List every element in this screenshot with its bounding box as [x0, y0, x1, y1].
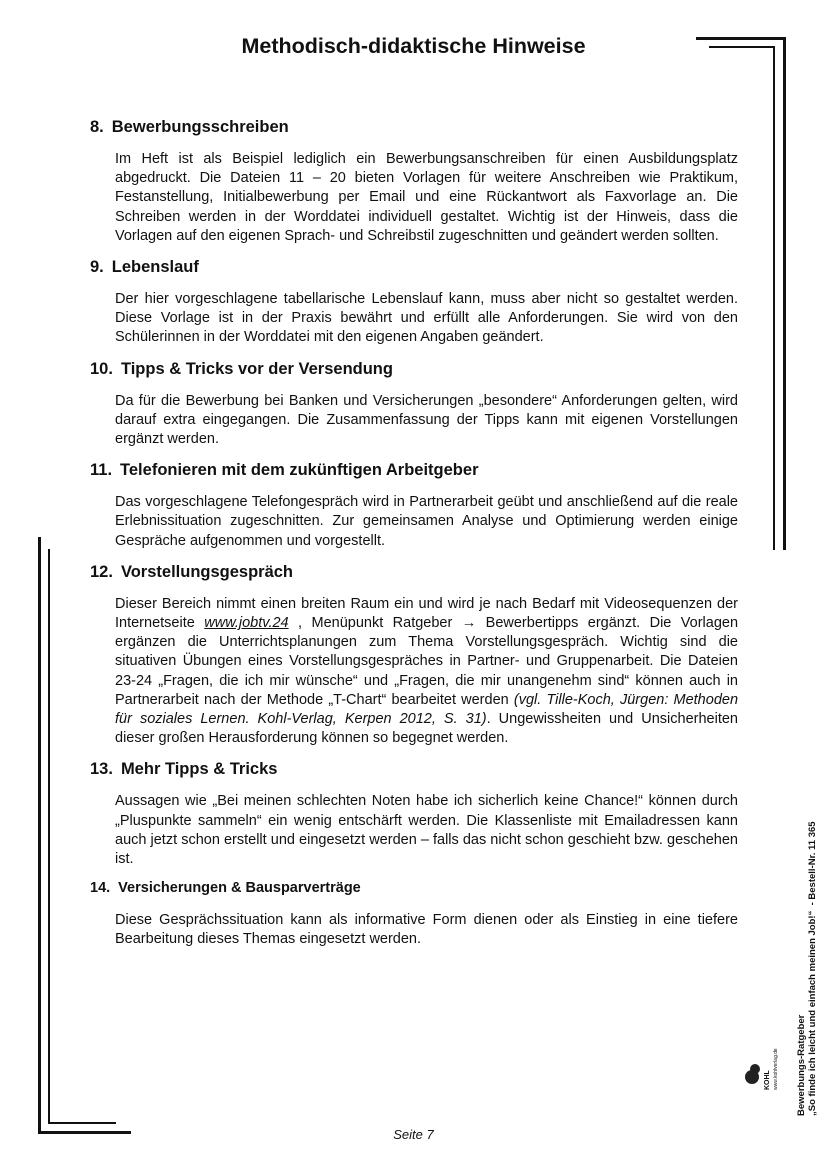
section-text-part: . Ungewissheiten und Unsicherheiten dieser großen Herausforderung können so begegnet werden.: [115, 711, 738, 747]
section-number: 9.: [90, 258, 104, 277]
section-number: 11.: [90, 461, 113, 480]
order-number: - Bestell-Nr. 11 365: [807, 821, 818, 906]
section-title: Lebenslauf: [111, 258, 199, 277]
section-text: Im Heft ist als Beispiel lediglich ein Bewerbungsanschreiben für einen Ausbildungsplatz abgedruckt. Die Dateien 11 – 20 bieten Vorlagen für weitere Anschreiben wie Praktikum, Festanstellung, Initialbewerbung per Email und eine Rückantwort als Faxvorlage an. Die Schreiben werden in der Worddatei individuell gestaltet. Wichtig ist der Hinweis, dass die Vorlagen auf den eigenen Sprach- und Schreibstil zugeschnitten und geändert werden sollten.: [115, 151, 738, 244]
section-title: Tipps & Tricks vor der Versendung: [120, 359, 393, 378]
section-title: Bewerbungsschreiben: [111, 118, 289, 136]
side-imprint-line-1: [796, 821, 807, 1116]
section-number: 10.: [90, 359, 113, 378]
section-9: [90, 256, 738, 348]
product-subtitle: „So finde ich leicht und einfach meinen Job!“: [807, 910, 818, 1116]
tree-icon-part: [750, 1064, 760, 1074]
section-title: Mehr Tipps & Tricks: [120, 760, 278, 779]
jobtv-link[interactable]: www.jobtv.24: [204, 615, 289, 632]
section-text: Aussagen wie „Bei meinen schlechten Noten habe ich sicherlich keine Chance!“ können durch „Pluspunkte sammeln“ ein wenig entschärft werden. Die Klassenliste mit Emailadressen kann auch jetzt schon erstellt und eingesetzt werden – falls das nicht schon geschieht bzw. geschehen ist.: [115, 793, 738, 868]
section-text-part: Dieser Bereich nimmt einen breiten Raum ein und wird je nach Bedarf mit Videosequenzen der Internetseite: [115, 595, 738, 632]
section-title: Telefonieren mit dem zukünftigen Arbeitgeber: [120, 461, 479, 480]
section-heading: [90, 116, 738, 138]
section-11: [90, 459, 738, 551]
section-text: [115, 595, 738, 749]
publisher-website: www.kohlverlag.de: [773, 1048, 779, 1090]
section-title: Versicherungen & Bausparverträge: [118, 880, 361, 897]
frame-top-right-outer-vertical: [783, 37, 786, 550]
section-14: [90, 877, 738, 949]
frame-bottom-left-inner-horizontal: [48, 1122, 116, 1124]
publisher-name: KOHL: [764, 1070, 771, 1090]
section-10: [90, 358, 738, 450]
section-heading: [90, 358, 738, 380]
section-number: 14.: [90, 880, 111, 897]
frame-bottom-left-outer-vertical: [38, 537, 41, 1134]
product-name: Bewerbungs-Ratgeber: [796, 1014, 807, 1116]
section-13: [90, 758, 738, 869]
section-8: [90, 116, 738, 246]
section-text: Das vorgeschlagene Telefongespräch wird in Partnerarbeit geübt und anschließend auf die reale Erlebnissituation zugeschnitten. Zur gemeinsamen Analyse und Optimierung werden einige Gespräche aufgenommen und vorgestellt.: [115, 494, 738, 549]
section-text: Da für die Bewerbung bei Banken und Versicherungen „besondere“ Anforderungen gelten, wird darauf extra eingegangen. Die Zusammenfassung der Tipps kann mit eigenen Vorstellungen ergänzt werden.: [115, 392, 738, 448]
section-heading: [90, 256, 738, 278]
section-heading: [90, 459, 738, 481]
section-number: 13.: [90, 760, 113, 779]
section-number: 8.: [90, 118, 104, 136]
section-heading: [90, 758, 738, 780]
main-content: [90, 116, 738, 962]
section-number: 12.: [90, 562, 113, 581]
side-imprint: [796, 821, 818, 1116]
section-heading: [90, 561, 738, 583]
frame-top-right-inner-vertical: [773, 46, 775, 550]
frame-bottom-left-inner-vertical: [48, 549, 50, 1124]
page-title: Methodisch-didaktische Hinweise: [241, 34, 586, 58]
citation: (vgl. Tille-Koch, Jürgen: Methoden für soziales Lernen. Kohl-Verlag, Kerpen 2012, S. 31): [115, 691, 739, 728]
section-title: Vorstellungsgespräch: [120, 562, 294, 581]
publisher-logo: [742, 1050, 778, 1090]
page-number: Seite 7: [393, 1127, 434, 1142]
section-12: [90, 561, 738, 749]
side-imprint-line-2: [807, 821, 818, 1116]
section-text: Diese Gesprächssituation kann als informative Form dienen oder als Einstieg in eine tiefere Bearbeitung dieses Themas eingesetzt werden.: [115, 912, 738, 948]
section-text-part: , Menüpunkt Ratgeber → Bewerbertipps ergänzt. Die Vorlagen ergänzen die Unterrichtsplanungen zum Thema Vorstellungsgespräch. Wichtig sind die situativen Übungen eines Vorstellungsgespräches in Partner- und Gruppenarbeit. Die Dateien 23-24 „Fragen, die ich mir wünsche“ und „Fragen, die mir unangenehm sind“ können auch in Partnerarbeit nach der Methode „T-Chart“ bearbeitet werden: [115, 615, 739, 708]
section-text: Der hier vorgeschlagene tabellarische Lebenslauf kann, muss aber nicht so gestaltet werden. Diese Vorlage ist in der Praxis bewährt und erfüllt alle Anforderungen. Sie wird von den Schülerinnen in der Worddatei mit den eigenen Angaben geändert.: [115, 291, 738, 346]
section-heading: [90, 877, 738, 899]
